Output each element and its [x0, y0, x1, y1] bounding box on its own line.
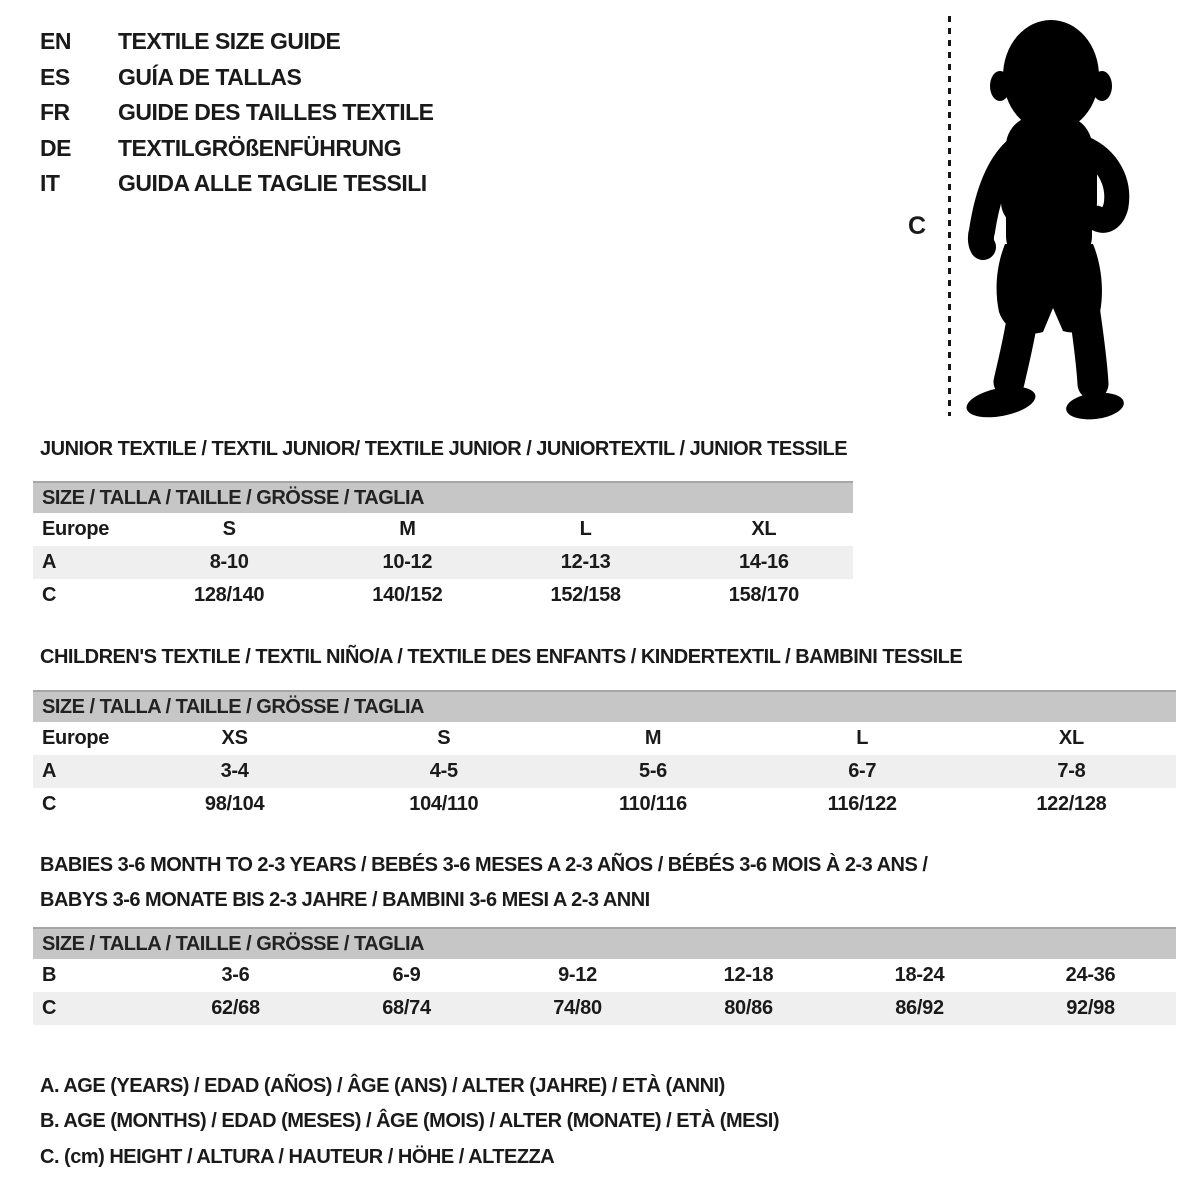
- note-age-months: B. AGE (MONTHS) / EDAD (MESES) / ÂGE (MOIS) / ALTER (MONATE) / ETÀ (MESI): [40, 1110, 780, 1133]
- lang-row-fr: [40, 95, 434, 131]
- size-cell: XL: [1058, 727, 1084, 749]
- size-header-bar: SIZE / TALLA / TAILLE / GRÖSSE / TAGLIA: [33, 927, 1176, 959]
- babies-section-title: [40, 848, 927, 918]
- lang-code: DE: [40, 134, 71, 161]
- lang-title: GUIDA ALLE TAGLIE TESSILI: [118, 170, 427, 196]
- size-cell: 62/68: [211, 997, 260, 1019]
- lang-row-es: [40, 60, 434, 96]
- size-cell: 152/158: [550, 584, 621, 606]
- size-cell: 3-4: [220, 760, 249, 782]
- size-cell: 128/140: [194, 584, 265, 606]
- size-cell: 98/104: [204, 793, 265, 815]
- lang-title: TEXTILE SIZE GUIDE: [118, 28, 341, 54]
- size-cell: 12-18: [723, 964, 774, 986]
- table-row-height: [33, 579, 853, 612]
- row-label: Europe: [42, 518, 110, 540]
- size-cell: L: [579, 518, 592, 540]
- size-cell: 122/128: [1036, 793, 1107, 815]
- size-cell: 4-5: [429, 760, 458, 782]
- junior-size-table: [33, 481, 853, 612]
- row-label: A: [42, 551, 57, 573]
- size-cell: M: [399, 518, 416, 540]
- children-section-title: CHILDREN'S TEXTILE / TEXTIL NIÑO/A / TEXTILE DES ENFANTS / KINDERTEXTIL / BAMBINI TESSILE: [40, 646, 963, 668]
- size-cell: 158/170: [728, 584, 799, 606]
- legend-notes: [40, 1069, 779, 1175]
- size-header-bar: SIZE / TALLA / TAILLE / GRÖSSE / TAGLIA: [33, 481, 853, 513]
- size-cell: M: [644, 727, 662, 749]
- size-cell: 8-10: [209, 551, 249, 573]
- babies-title-line1: BABIES 3-6 MONTH TO 2-3 YEARS / BEBÉS 3-6 MESES A 2-3 AÑOS / BÉBÉS 3-6 MOIS À 2-3 ANS /: [40, 854, 928, 876]
- table-row-age: [33, 546, 853, 579]
- children-size-table: [33, 690, 1176, 821]
- size-cell: 18-24: [894, 964, 945, 986]
- babies-title-line2: BABYS 3-6 MONATE BIS 2-3 JAHRE / BAMBINI 3-6 MESI A 2-3 ANNI: [40, 889, 650, 911]
- junior-section-title: JUNIOR TEXTILE / TEXTIL JUNIOR/ TEXTILE JUNIOR / JUNIORTEXTIL / JUNIOR TESSILE: [40, 438, 848, 460]
- size-cell: 6-7: [848, 760, 877, 782]
- babies-size-table: [33, 927, 1176, 1025]
- size-cell: 10-12: [382, 551, 433, 573]
- lang-row-it: [40, 166, 434, 202]
- lang-code: FR: [40, 99, 70, 125]
- size-cell: 3-6: [221, 964, 250, 986]
- size-cell: 6-9: [392, 964, 421, 986]
- table-row-months: [33, 959, 1176, 992]
- note-height-cm: C. (cm) HEIGHT / ALTURA / HAUTEUR / HÖHE / ALTEZZA: [40, 1145, 555, 1168]
- size-cell: XS: [221, 727, 248, 749]
- size-cell: 86/92: [895, 997, 944, 1019]
- size-cell: 9-12: [558, 964, 597, 986]
- lang-code: ES: [40, 63, 70, 90]
- toddler-silhouette-icon: [963, 16, 1143, 424]
- table-row-europe: [33, 513, 853, 546]
- row-label: C: [42, 997, 57, 1019]
- size-cell: 74/80: [553, 997, 602, 1019]
- size-cell: 116/122: [827, 793, 897, 815]
- size-cell: 110/116: [619, 793, 687, 815]
- row-label: C: [42, 793, 57, 815]
- size-cell: 14-16: [739, 551, 789, 573]
- note-age-years: A. AGE (YEARS) / EDAD (AÑOS) / ÂGE (ANS) / ALTER (JAHRE) / ETÀ (ANNI): [40, 1075, 725, 1097]
- size-cell: 140/152: [372, 584, 443, 606]
- size-cell: 104/110: [409, 793, 479, 815]
- table-row-europe: [33, 722, 1176, 755]
- size-cell: 80/86: [724, 997, 773, 1019]
- size-cell: 68/74: [382, 997, 431, 1019]
- row-label: B: [42, 964, 57, 986]
- lang-title: GUIDE DES TAILLES TEXTILE: [118, 99, 434, 125]
- size-cell: S: [222, 518, 236, 540]
- size-cell: 12-13: [560, 551, 611, 573]
- table-row-height: [33, 992, 1176, 1025]
- lang-title: GUÍA DE TALLAS: [118, 63, 302, 90]
- lang-code: IT: [40, 170, 60, 196]
- lang-row-de: [40, 131, 434, 167]
- language-header: [40, 24, 434, 202]
- size-cell: XL: [751, 518, 777, 540]
- size-cell: 7-8: [1057, 760, 1086, 782]
- height-measure-line: [948, 16, 951, 416]
- lang-code: EN: [40, 28, 71, 54]
- row-label: Europe: [42, 727, 110, 749]
- row-label: A: [42, 760, 57, 782]
- size-cell: S: [437, 727, 451, 749]
- size-header-bar: SIZE / TALLA / TAILLE / GRÖSSE / TAGLIA: [33, 690, 1176, 722]
- row-label: C: [42, 584, 57, 606]
- height-label-c: C: [908, 212, 927, 240]
- table-row-height: [33, 788, 1176, 821]
- size-cell: L: [856, 727, 869, 749]
- lang-row-en: [40, 24, 434, 60]
- size-cell: 92/98: [1066, 997, 1115, 1019]
- size-cell: 5-6: [639, 760, 668, 782]
- lang-title: TEXTILGRÖßENFÜHRUNG: [118, 134, 402, 161]
- size-cell: 24-36: [1065, 964, 1116, 986]
- table-row-age: [33, 755, 1176, 788]
